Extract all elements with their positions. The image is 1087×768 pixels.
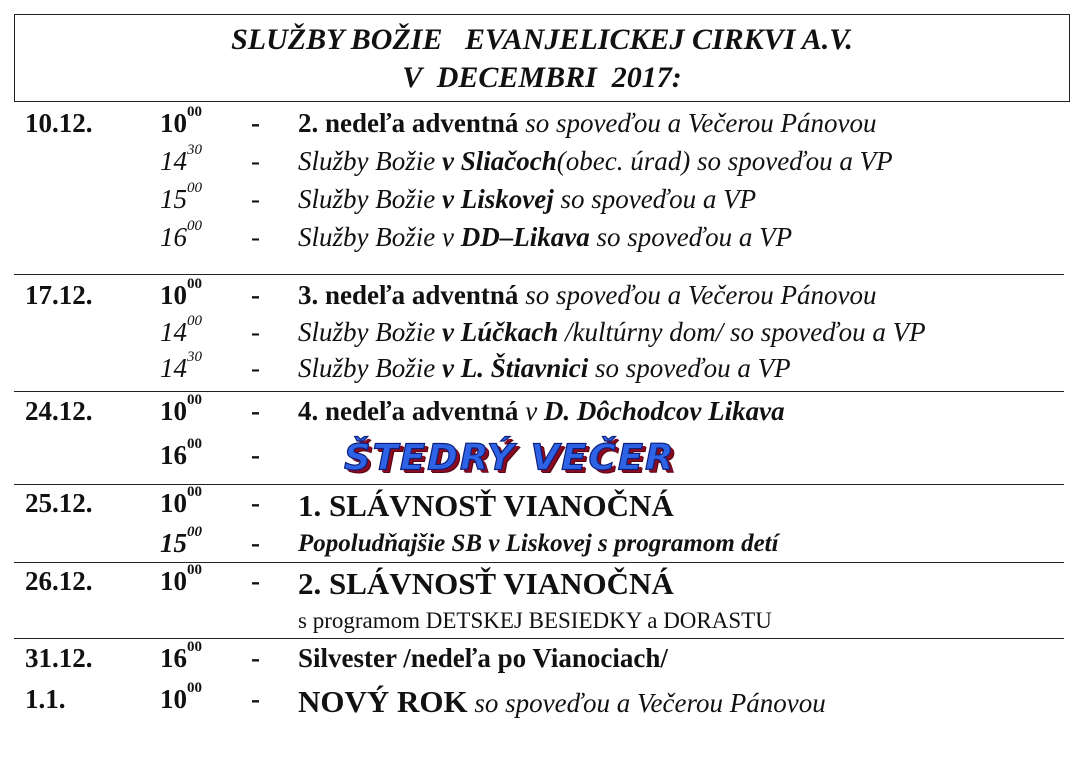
service-description: 1. SLÁVNOSŤ VIANOČNÁ — [298, 488, 674, 523]
service-time: $14^{30}$ — [160, 142, 202, 176]
section-divider — [14, 562, 1064, 563]
schedule-row — [0, 608, 1087, 646]
separator-dash: - — [251, 528, 260, 558]
service-time: $15^{00}$ — [160, 180, 202, 214]
header-subtitle: V DECEMBRI 2017: — [402, 61, 682, 94]
service-time: $14^{00}$ — [160, 313, 202, 347]
service-description: 2. SLÁVNOSŤ VIANOČNÁ — [298, 566, 674, 601]
service-description: Služby Božie v L. Štiavnici so spoveďou a VP — [298, 353, 791, 383]
service-time: $10^{00}$ — [160, 484, 202, 518]
section-divider — [14, 484, 1064, 485]
service-description: 4. nedeľa adventná v D. Dôchodcov Likava — [298, 396, 785, 426]
service-description: 2. nedeľa adventná so spoveďou a Večerou Pánovou — [298, 108, 877, 138]
separator-dash: - — [251, 396, 260, 426]
service-time: $10^{00}$ — [160, 680, 202, 714]
service-time: $10^{00}$ — [160, 562, 202, 596]
service-description: Silvester /nedeľa po Vianociach/ — [298, 643, 668, 673]
schedule-row — [0, 639, 1087, 681]
schedule-row — [0, 562, 1087, 604]
service-time: $16^{00}$ — [160, 639, 202, 673]
service-time: $10^{00}$ — [160, 276, 202, 310]
separator-dash: - — [251, 440, 260, 470]
service-date: 1.1. — [25, 684, 66, 714]
header-title: SLUŽBY BOŽIE EVANJELICKEJ CIRKVI A.V. — [231, 23, 853, 56]
service-time: $15^{00}$ — [160, 524, 202, 558]
service-date: 17.12. — [25, 280, 93, 310]
service-description: Služby Božie v DD–Likava so spoveďou a VP — [298, 222, 793, 252]
separator-dash: - — [251, 488, 260, 518]
schedule-row — [0, 680, 1087, 722]
schedule-row — [0, 276, 1087, 318]
schedule-row — [0, 524, 1087, 566]
service-time: $16^{00}$ — [160, 218, 202, 252]
service-note: s programom DETSKEJ BESIEDKY a DORASTU — [298, 608, 772, 633]
separator-dash: - — [251, 146, 260, 176]
service-time: $16^{00}$ — [160, 436, 202, 470]
schedule-row — [0, 313, 1087, 355]
service-date: 10.12. — [25, 108, 93, 138]
service-date: 26.12. — [25, 566, 93, 596]
separator-dash: - — [251, 353, 260, 383]
christmas-eve-wordart: ŠTEDRÝ VEČER — [344, 437, 676, 478]
schedule-header — [14, 14, 1070, 102]
schedule-row — [0, 104, 1087, 146]
separator-dash: - — [251, 280, 260, 310]
schedule-row — [0, 392, 1087, 434]
schedule-row — [0, 218, 1087, 260]
service-description: Služby Božie v Sliačoch(obec. úrad) so spoveďou a VP — [298, 146, 893, 176]
service-time: $14^{30}$ — [160, 349, 202, 383]
section-divider — [14, 391, 1064, 392]
schedule-row — [0, 142, 1087, 184]
separator-dash: - — [251, 643, 260, 673]
separator-dash: - — [251, 317, 260, 347]
service-description: Služby Božie v Lúčkach /kultúrny dom/ so spoveďou a VP — [298, 317, 926, 347]
service-description: 3. nedeľa adventná so spoveďou a Večerou Pánovou — [298, 280, 877, 310]
service-description: Popoludňajšie SB v Liskovej s programom detí — [298, 530, 779, 557]
schedule-row — [0, 436, 1087, 478]
separator-dash: - — [251, 684, 260, 714]
separator-dash: - — [251, 222, 260, 252]
service-description: Služby Božie v Liskovej so spoveďou a VP — [298, 184, 757, 214]
separator-dash: - — [251, 566, 260, 596]
service-description: NOVÝ ROK so spoveďou a Večerou Pánovou — [298, 684, 826, 719]
service-time: $10^{00}$ — [160, 104, 202, 138]
schedule-row — [0, 484, 1087, 526]
separator-dash: - — [251, 184, 260, 214]
schedule-row — [0, 180, 1087, 222]
section-divider — [14, 274, 1064, 275]
service-date: 31.12. — [25, 643, 93, 673]
service-time: $10^{00}$ — [160, 392, 202, 426]
section-divider — [14, 638, 1064, 639]
separator-dash: - — [251, 108, 260, 138]
schedule-row — [0, 349, 1087, 391]
service-date: 24.12. — [25, 396, 93, 426]
service-date: 25.12. — [25, 488, 93, 518]
